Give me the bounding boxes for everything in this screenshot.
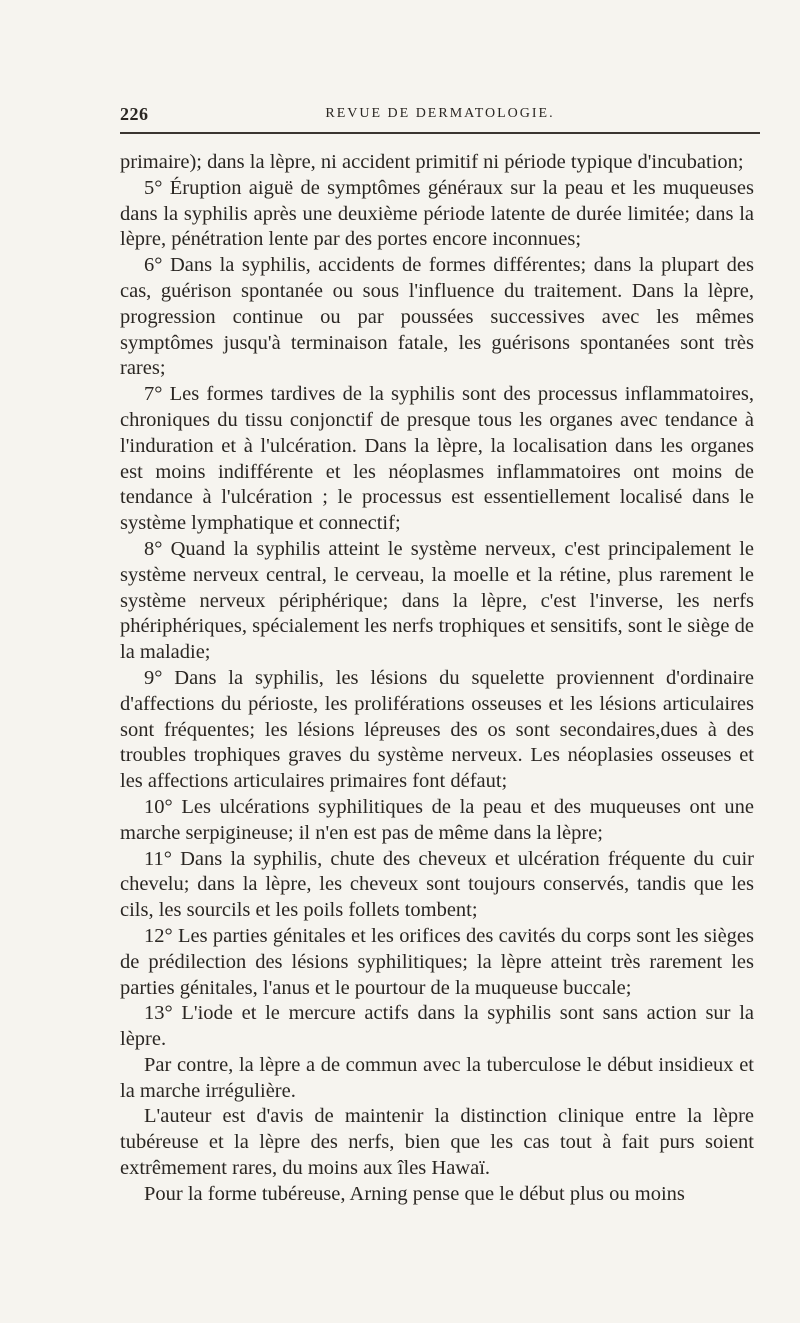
- paragraph-item-6: 6° Dans la syphilis, accidents de formes différentes; dans la plupart des cas, guérison spontanée ou sous l'influence du traitement. Dans la lèpre, progression continue ou par poussées successives avec les mêmes symptômes jusqu'à terminaison fatale, les guérisons spontanées sont très rares;: [120, 254, 754, 380]
- paragraph-continued: primaire); dans la lèpre, ni accident primitif ni période typique d'incubation;: [120, 151, 744, 173]
- paragraph-item-5: 5° Éruption aiguë de symptômes généraux sur la peau et les muqueuses dans la syphilis après une deuxième période latente de durée limitée; dans la lèpre, pénétration lente par des portes encore inconnues;: [120, 176, 754, 251]
- header-rule: [120, 132, 760, 134]
- paragraph-distinction: L'auteur est d'avis de maintenir la distinction clinique entre la lèpre tubéreuse et la lèpre des nerfs, bien que les cas tout à fait purs soient extrêmement rares, du moins aux îles Hawaï.: [120, 1105, 754, 1180]
- paragraph-forme-tubereuse: Pour la forme tubéreuse, Arning pense que le début plus ou moins: [144, 1182, 685, 1205]
- paragraph-item-8: 8° Quand la syphilis atteint le système nerveux, c'est principalement le système nerveux central, le cerveau, la moelle et la rétine, plus rarement le système nerveux périphérique; dans la lèpre, c'est l'inverse, les nerfs phériphériques, spécialement les nerfs trophiques et sensitifs, sont le siège de la maladie;: [120, 537, 754, 664]
- paragraph-item-9: 9° Dans la syphilis, les lésions du squelette proviennent d'ordinaire d'affections du périoste, les proliférations osseuses et les lésions articulaires sont fréquentes; les lésions lépreuses des os sont secondaires,dues à des troubles trophiques graves du système nerveux. Les néoplasies osseuses et les affections articulaires primaires font défaut;: [120, 666, 754, 793]
- paragraph-item-7: 7° Les formes tardives de la syphilis sont des processus inflammatoires, chroniques du tissu conjonctif de presque tous les organes avec tendance à l'induration et à l'ulcération. Dans la lèpre, la localisation dans les organes est moins indifférente et les néoplasmes inflammatoires ont moins de tendance à l'ulcération ; le processus est essentiellement localisé dans le système lymphatique et connectif;: [120, 383, 754, 535]
- paragraph-item-12: 12° Les parties génitales et les orifices des cavités du corps sont les sièges de prédilection des lésions syphilitiques; la lèpre atteint très rarement les parties génitales, l'anus et le pourtour de la muqueuse buccale;: [120, 924, 754, 999]
- body-text: [120, 150, 754, 1208]
- paragraph-item-13: 13° L'iode et le mercure actifs dans la syphilis sont sans action sur la lèpre.: [120, 1002, 754, 1051]
- paragraph-tuberculose: Par contre, la lèpre a de commun avec la tuberculose le début insidieux et la marche irrégulière.: [120, 1053, 754, 1102]
- paragraph-item-10: 10° Les ulcérations syphilitiques de la peau et des muqueuses ont une marche serpigineuse; il n'en est pas de même dans la lèpre;: [120, 795, 754, 844]
- page-number: 226: [120, 104, 149, 124]
- paragraph-item-11: 11° Dans la syphilis, chute des cheveux et ulcération fréquente du cuir chevelu; dans la lèpre, les cheveux sont toujours conservés, tandis que les cils, les sourcils et les poils follets tombent;: [120, 847, 754, 922]
- running-header: [120, 104, 760, 128]
- running-title: REVUE DE DERMATOLOGIE.: [325, 106, 555, 121]
